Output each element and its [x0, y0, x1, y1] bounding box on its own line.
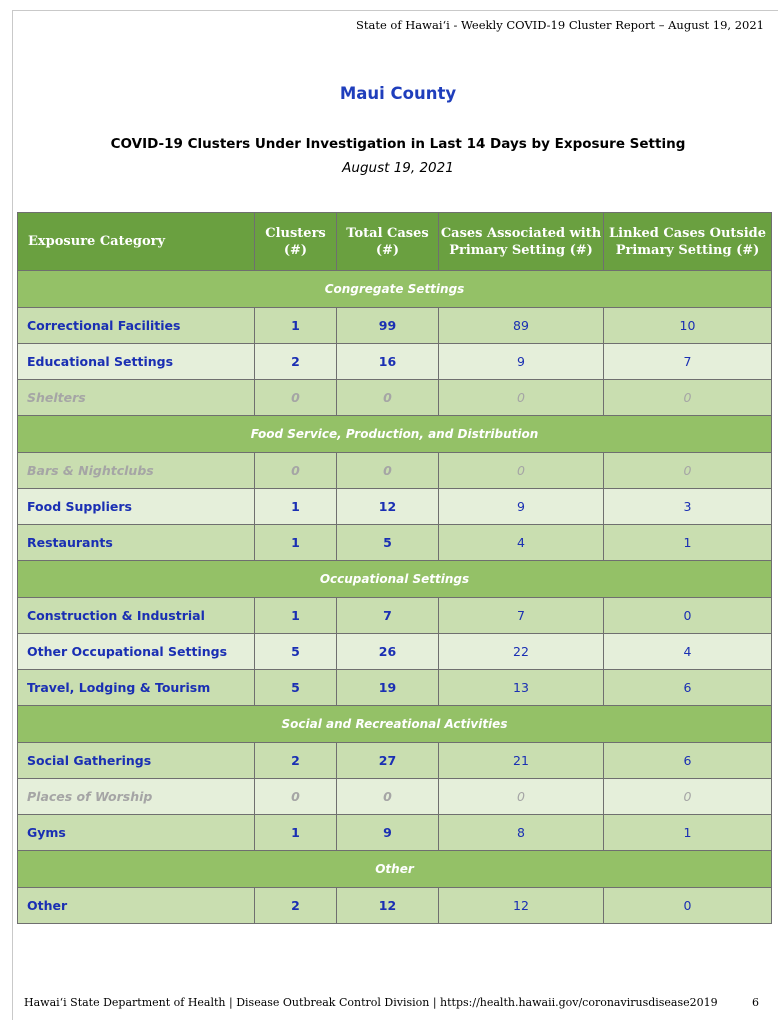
total-cases-cell: 0	[337, 380, 439, 416]
section-title: Other	[18, 851, 772, 888]
primary-cases-cell: 12	[439, 888, 604, 924]
category-cell: Gyms	[18, 815, 255, 851]
linked-cases-cell: 0	[604, 380, 772, 416]
total-cases-cell: 0	[337, 779, 439, 815]
clusters-cell: 2	[255, 344, 337, 380]
clusters-cell: 1	[255, 308, 337, 344]
linked-cases-cell: 0	[604, 598, 772, 634]
section-title: Occupational Settings	[18, 561, 772, 598]
total-cases-cell: 5	[337, 525, 439, 561]
linked-cases-cell: 0	[604, 779, 772, 815]
section-row	[18, 271, 772, 308]
table-row	[18, 815, 772, 851]
category-cell: Other Occupational Settings	[18, 634, 255, 670]
report-header: State of Hawaiʻi - Weekly COVID-19 Cluster Report – August 19, 2021	[355, 18, 764, 32]
total-cases-cell: 27	[337, 743, 439, 779]
linked-cases-cell: 10	[604, 308, 772, 344]
primary-cases-cell: 0	[439, 380, 604, 416]
section-title: Congregate Settings	[18, 271, 772, 308]
total-cases-cell: 19	[337, 670, 439, 706]
table-header-row	[18, 213, 772, 271]
linked-cases-cell: 0	[604, 888, 772, 924]
table-row	[18, 525, 772, 561]
report-title: COVID-19 Clusters Under Investigation in Last 14 Days by Exposure Setting	[110, 136, 686, 152]
table-row	[18, 344, 772, 380]
table-body	[18, 271, 772, 924]
category-cell: Places of Worship	[18, 779, 255, 815]
linked-cases-cell: 1	[604, 815, 772, 851]
category-cell: Educational Settings	[18, 344, 255, 380]
primary-cases-cell: 9	[439, 344, 604, 380]
page-footer: Hawaiʻi State Department of Health | Disease Outbreak Control Division | https://health.hawaii.gov/coronavirusdisease2019	[24, 996, 718, 1009]
primary-cases-cell: 0	[439, 779, 604, 815]
category-cell: Correctional Facilities	[18, 308, 255, 344]
report-date: August 19, 2021	[342, 160, 454, 176]
linked-cases-cell: 4	[604, 634, 772, 670]
category-cell: Bars & Nightclubs	[18, 453, 255, 489]
total-cases-cell: 99	[337, 308, 439, 344]
primary-cases-cell: 89	[439, 308, 604, 344]
column-header: Clusters (#)	[255, 213, 337, 271]
clusters-cell: 0	[255, 779, 337, 815]
column-header: Cases Associated with Primary Setting (#)	[439, 213, 604, 271]
clusters-cell: 0	[255, 380, 337, 416]
section-row	[18, 561, 772, 598]
table-row	[18, 888, 772, 924]
primary-cases-cell: 8	[439, 815, 604, 851]
section-row	[18, 706, 772, 743]
category-cell: Construction & Industrial	[18, 598, 255, 634]
column-header: Exposure Category	[18, 213, 255, 271]
total-cases-cell: 26	[337, 634, 439, 670]
county-heading: Maui County	[339, 84, 457, 103]
linked-cases-cell: 1	[604, 525, 772, 561]
category-cell: Food Suppliers	[18, 489, 255, 525]
primary-cases-cell: 0	[439, 453, 604, 489]
total-cases-cell: 16	[337, 344, 439, 380]
section-title: Social and Recreational Activities	[18, 706, 772, 743]
table-row	[18, 598, 772, 634]
clusters-cell: 1	[255, 525, 337, 561]
clusters-cell: 2	[255, 743, 337, 779]
table-row	[18, 489, 772, 525]
clusters-cell: 0	[255, 453, 337, 489]
primary-cases-cell: 21	[439, 743, 604, 779]
clusters-cell: 1	[255, 489, 337, 525]
section-row	[18, 416, 772, 453]
total-cases-cell: 7	[337, 598, 439, 634]
category-cell: Social Gatherings	[18, 743, 255, 779]
clusters-cell: 5	[255, 634, 337, 670]
total-cases-cell: 12	[337, 888, 439, 924]
table-row	[18, 743, 772, 779]
column-header: Total Cases (#)	[337, 213, 439, 271]
clusters-cell: 1	[255, 815, 337, 851]
category-cell: Shelters	[18, 380, 255, 416]
primary-cases-cell: 7	[439, 598, 604, 634]
page-border-top	[12, 10, 778, 11]
linked-cases-cell: 6	[604, 743, 772, 779]
section-title: Food Service, Production, and Distribution	[18, 416, 772, 453]
clusters-cell: 2	[255, 888, 337, 924]
primary-cases-cell: 9	[439, 489, 604, 525]
section-row	[18, 851, 772, 888]
category-cell: Other	[18, 888, 255, 924]
table-row	[18, 380, 772, 416]
clusters-cell: 1	[255, 598, 337, 634]
table-row	[18, 308, 772, 344]
clusters-cell: 5	[255, 670, 337, 706]
category-cell: Travel, Lodging & Tourism	[18, 670, 255, 706]
table-row	[18, 670, 772, 706]
total-cases-cell: 12	[337, 489, 439, 525]
category-cell: Restaurants	[18, 525, 255, 561]
primary-cases-cell: 4	[439, 525, 604, 561]
linked-cases-cell: 7	[604, 344, 772, 380]
table-row	[18, 634, 772, 670]
total-cases-cell: 0	[337, 453, 439, 489]
clusters-table	[17, 212, 772, 924]
page-number: 6	[752, 996, 759, 1009]
table-row	[18, 779, 772, 815]
linked-cases-cell: 0	[604, 453, 772, 489]
primary-cases-cell: 22	[439, 634, 604, 670]
column-header: Linked Cases Outside Primary Setting (#)	[604, 213, 772, 271]
total-cases-cell: 9	[337, 815, 439, 851]
linked-cases-cell: 3	[604, 489, 772, 525]
primary-cases-cell: 13	[439, 670, 604, 706]
linked-cases-cell: 6	[604, 670, 772, 706]
table-row	[18, 453, 772, 489]
